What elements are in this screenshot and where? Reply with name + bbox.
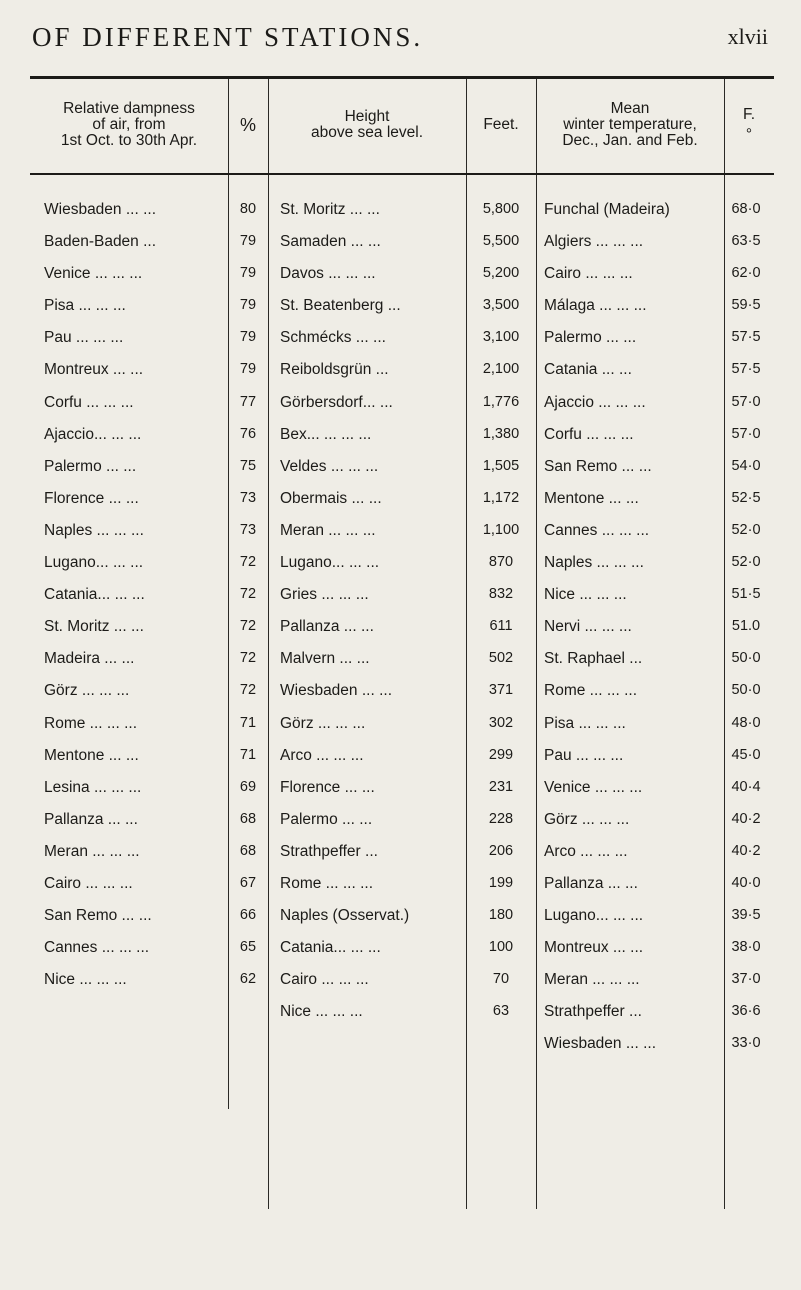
temperature-value: 40·0 bbox=[731, 874, 761, 891]
temperature-place: Pisa ... ... ... bbox=[544, 714, 626, 732]
temperature-place: San Remo ... ... bbox=[544, 457, 652, 475]
height-feet: 206 bbox=[488, 842, 514, 859]
dampness-percent: 71 bbox=[239, 746, 257, 763]
height-feet: 231 bbox=[488, 778, 514, 795]
temperature-value: 48·0 bbox=[731, 714, 761, 731]
table-row bbox=[30, 490, 774, 522]
dampness-percent: 68 bbox=[239, 842, 257, 859]
temperature-place: Corfu ... ... ... bbox=[544, 425, 634, 443]
temperature-place: Málaga ... ... ... bbox=[544, 297, 647, 315]
height-place: Samaden ... ... bbox=[280, 233, 381, 251]
temperature-place: Catania ... ... bbox=[544, 361, 632, 379]
height-place: Davos ... ... ... bbox=[280, 265, 376, 283]
dampness-place: Cannes ... ... ... bbox=[44, 939, 150, 957]
dampness-place: Görz ... ... ... bbox=[44, 682, 130, 700]
temperature-place: Naples ... ... ... bbox=[544, 554, 644, 572]
table-row bbox=[30, 747, 774, 779]
dampness-percent: 66 bbox=[239, 907, 257, 924]
table-row bbox=[30, 650, 774, 682]
table-row bbox=[30, 1003, 774, 1035]
height-feet: 3,100 bbox=[482, 329, 520, 346]
temperature-place: Pallanza ... ... bbox=[544, 874, 638, 892]
temperature-value: 38·0 bbox=[731, 939, 761, 956]
table-row bbox=[30, 779, 774, 811]
temperature-value: 62·0 bbox=[731, 265, 761, 282]
dampness-place: Catania... ... ... bbox=[44, 586, 145, 604]
height-place: Görbersdorf... ... bbox=[280, 393, 393, 411]
height-place: Nice ... ... ... bbox=[280, 1003, 363, 1021]
temperature-value: 59·5 bbox=[731, 297, 761, 314]
page-number: xlvii bbox=[727, 24, 768, 49]
temperature-place: St. Raphael ... bbox=[544, 650, 643, 668]
table-row bbox=[30, 329, 774, 361]
running-head bbox=[32, 16, 768, 56]
dampness-percent: 72 bbox=[239, 554, 257, 571]
dampness-percent: 72 bbox=[239, 618, 257, 635]
height-place: Bex... ... ... ... bbox=[280, 425, 372, 443]
temperature-value: 40·2 bbox=[731, 842, 761, 859]
dampness-percent: 65 bbox=[239, 939, 257, 956]
table-row bbox=[30, 458, 774, 490]
height-feet: 5,200 bbox=[482, 265, 520, 282]
dampness-place: Wiesbaden ... ... bbox=[44, 201, 156, 218]
temperature-place: Rome ... ... ... bbox=[544, 682, 638, 700]
page-title: OF DIFFERENT STATIONS. bbox=[32, 22, 424, 52]
temperature-place: Ajaccio ... ... ... bbox=[544, 393, 646, 411]
table-row bbox=[30, 201, 774, 233]
table-row bbox=[30, 811, 774, 843]
table-row bbox=[30, 843, 774, 875]
height-feet: 3,500 bbox=[482, 297, 520, 314]
dampness-place: Pisa ... ... ... bbox=[44, 297, 126, 315]
temperature-value: 45·0 bbox=[731, 746, 761, 763]
temperature-value: 40·4 bbox=[731, 778, 761, 795]
height-place: Florence ... ... bbox=[280, 778, 375, 796]
height-place: Wiesbaden ... ... bbox=[280, 682, 392, 700]
dampness-percent: 72 bbox=[239, 682, 257, 699]
height-feet: 5,500 bbox=[482, 233, 520, 250]
temperature-place: Pau ... ... ... bbox=[544, 746, 624, 764]
height-place: Naples (Osservat.) bbox=[280, 907, 410, 925]
dampness-place: Montreux ... ... bbox=[44, 361, 144, 379]
height-feet: 611 bbox=[489, 618, 513, 635]
dampness-percent: 77 bbox=[239, 393, 257, 410]
dampness-place: Florence ... ... bbox=[44, 489, 139, 507]
temperature-place: Wiesbaden ... ... bbox=[544, 1035, 656, 1053]
temperature-value: 36·6 bbox=[731, 1003, 761, 1020]
dampness-place: Mentone ... ... bbox=[44, 746, 139, 764]
temperature-place: Algiers ... ... ... bbox=[544, 233, 644, 251]
temperature-value: 52·0 bbox=[731, 554, 761, 571]
dampness-place: Venice ... ... ... bbox=[44, 265, 143, 283]
height-place: Pallanza ... ... bbox=[280, 618, 374, 636]
temperature-value: 33·0 bbox=[731, 1035, 761, 1052]
temperature-value: 50·0 bbox=[731, 682, 761, 699]
height-place: Palermo ... ... bbox=[280, 810, 373, 828]
header-height: Height above sea level. bbox=[310, 108, 424, 141]
dampness-place: Pallanza ... ... bbox=[44, 810, 138, 828]
dampness-percent: 71 bbox=[239, 714, 257, 731]
temperature-value: 50·0 bbox=[731, 650, 761, 667]
dampness-percent: 69 bbox=[239, 778, 257, 795]
temperature-value: 57·0 bbox=[731, 425, 761, 442]
temperature-place: Nice ... ... ... bbox=[544, 586, 627, 604]
dampness-place: Nice ... ... ... bbox=[44, 971, 127, 989]
temperature-value: 68·0 bbox=[731, 201, 761, 217]
dampness-place: San Remo ... ... bbox=[44, 907, 152, 925]
height-place: St. Beatenberg ... bbox=[280, 297, 401, 315]
height-place: Arco ... ... ... bbox=[280, 746, 364, 764]
height-feet: 371 bbox=[488, 682, 514, 699]
dampness-percent: 75 bbox=[239, 457, 257, 474]
height-feet: 1,505 bbox=[482, 457, 520, 474]
temperature-value: 54·0 bbox=[731, 457, 761, 474]
height-place: Reiboldsgrün ... bbox=[280, 361, 389, 379]
height-place: Rome ... ... ... bbox=[280, 874, 374, 892]
dampness-place: Meran ... ... ... bbox=[44, 842, 140, 860]
temperature-place: Cairo ... ... ... bbox=[544, 265, 633, 283]
height-place: Obermais ... ... bbox=[280, 489, 382, 507]
table-row bbox=[30, 907, 774, 939]
temperature-place: Cannes ... ... ... bbox=[544, 521, 650, 539]
header-rule bbox=[30, 173, 774, 175]
dampness-percent: 79 bbox=[239, 297, 257, 314]
height-feet: 299 bbox=[488, 746, 514, 763]
table-row bbox=[30, 586, 774, 618]
dampness-percent: 73 bbox=[239, 521, 257, 538]
dampness-place: Pau ... ... ... bbox=[44, 329, 124, 347]
temperature-value: 40·2 bbox=[731, 810, 761, 827]
height-feet: 1,380 bbox=[482, 425, 520, 442]
height-feet: 870 bbox=[488, 554, 514, 571]
dampness-place: Lesina ... ... ... bbox=[44, 778, 142, 796]
table-row bbox=[30, 682, 774, 714]
dampness-place: Lugano... ... ... bbox=[44, 554, 144, 572]
height-feet: 1,776 bbox=[482, 393, 520, 410]
dampness-place: St. Moritz ... ... bbox=[44, 618, 144, 636]
temperature-value: 52·0 bbox=[731, 521, 761, 538]
temperature-value: 37·0 bbox=[731, 971, 761, 988]
table-row bbox=[30, 426, 774, 458]
dampness-percent: 79 bbox=[239, 233, 257, 250]
height-feet: 502 bbox=[488, 650, 514, 667]
height-place: Schmécks ... ... bbox=[280, 329, 386, 347]
temperature-value: 39·5 bbox=[731, 907, 761, 924]
stations-table bbox=[30, 79, 774, 1209]
table-row bbox=[30, 554, 774, 586]
height-place: Lugano... ... ... bbox=[280, 554, 380, 572]
height-place: Catania... ... ... bbox=[280, 939, 381, 957]
dampness-percent: 67 bbox=[239, 874, 257, 891]
dampness-percent: 72 bbox=[239, 586, 257, 603]
dampness-percent: 79 bbox=[239, 265, 257, 282]
temperature-place: Nervi ... ... ... bbox=[544, 618, 632, 636]
header-dampness: Relative dampness of air, from 1st Oct. to 30th Apr. bbox=[60, 100, 198, 149]
dampness-place: Rome ... ... ... bbox=[44, 714, 138, 732]
temperature-value: 51·5 bbox=[731, 586, 761, 603]
height-place: Strathpeffer ... bbox=[280, 842, 378, 860]
table-row bbox=[30, 522, 774, 554]
height-feet: 302 bbox=[488, 714, 514, 731]
dampness-percent: 80 bbox=[239, 201, 257, 217]
table-row bbox=[30, 618, 774, 650]
dampness-place: Naples ... ... ... bbox=[44, 521, 144, 539]
height-feet: 63 bbox=[492, 1003, 510, 1020]
height-feet: 70 bbox=[492, 971, 510, 988]
temperature-place: Palermo ... ... bbox=[544, 329, 637, 347]
temperature-place: Lugano... ... ... bbox=[544, 907, 644, 925]
dampness-place: Corfu ... ... ... bbox=[44, 393, 134, 411]
height-feet: 100 bbox=[488, 939, 514, 956]
height-feet: 1,100 bbox=[482, 521, 520, 538]
header-feet: Feet. bbox=[483, 116, 519, 133]
table-row bbox=[30, 971, 774, 1003]
temperature-value: 52·5 bbox=[731, 489, 761, 506]
table-row bbox=[30, 233, 774, 265]
height-feet: 832 bbox=[488, 586, 514, 603]
temperature-value: 57·5 bbox=[731, 361, 761, 378]
temperature-place: Görz ... ... ... bbox=[544, 810, 630, 828]
height-place: Görz ... ... ... bbox=[280, 714, 366, 732]
dampness-place: Cairo ... ... ... bbox=[44, 874, 133, 892]
dampness-percent: 79 bbox=[239, 361, 257, 378]
height-place: Veldes ... ... ... bbox=[280, 457, 379, 475]
table-row bbox=[30, 394, 774, 426]
height-place: Meran ... ... ... bbox=[280, 521, 376, 539]
height-feet: 5,800 bbox=[482, 201, 520, 217]
table-row bbox=[30, 1035, 774, 1067]
temperature-place: Mentone ... ... bbox=[544, 489, 639, 507]
temperature-value: 57·0 bbox=[731, 393, 761, 410]
temperature-place: Meran ... ... ... bbox=[544, 971, 640, 989]
height-place: Malvern ... ... bbox=[280, 650, 370, 668]
height-feet: 1,172 bbox=[482, 489, 520, 506]
temperature-value: 57·5 bbox=[731, 329, 761, 346]
height-feet: 2,100 bbox=[482, 361, 520, 378]
table-row bbox=[30, 265, 774, 297]
dampness-percent: 76 bbox=[239, 425, 257, 442]
table-row bbox=[30, 939, 774, 971]
header-fahrenheit: F. ° bbox=[742, 106, 756, 143]
table-body bbox=[30, 201, 774, 1068]
temperature-place: Funchal (Madeira) bbox=[544, 201, 670, 218]
table-row bbox=[30, 715, 774, 747]
dampness-percent: 68 bbox=[239, 810, 257, 827]
table-row bbox=[30, 361, 774, 393]
temperature-place: Montreux ... ... bbox=[544, 939, 644, 957]
dampness-percent: 62 bbox=[239, 971, 257, 988]
temperature-value: 63·5 bbox=[731, 233, 761, 250]
dampness-place: Madeira ... ... bbox=[44, 650, 135, 668]
height-place: St. Moritz ... ... bbox=[280, 201, 380, 218]
height-place: Cairo ... ... ... bbox=[280, 971, 369, 989]
dampness-place: Baden-Baden ... bbox=[44, 233, 157, 251]
height-feet: 199 bbox=[488, 874, 514, 891]
header-percent: % bbox=[239, 115, 256, 135]
height-place: Gries ... ... ... bbox=[280, 586, 369, 604]
temperature-place: Venice ... ... ... bbox=[544, 778, 643, 796]
temperature-place: Strathpeffer ... bbox=[544, 1003, 642, 1021]
temperature-place: Arco ... ... ... bbox=[544, 842, 628, 860]
height-feet: 228 bbox=[488, 810, 514, 827]
temperature-value: 51.0 bbox=[731, 618, 761, 635]
dampness-percent: 79 bbox=[239, 329, 257, 346]
table-row bbox=[30, 875, 774, 907]
dampness-place: Palermo ... ... bbox=[44, 457, 137, 475]
height-feet: 180 bbox=[488, 907, 514, 924]
dampness-percent: 73 bbox=[239, 489, 257, 506]
dampness-place: Ajaccio... ... ... bbox=[44, 425, 142, 443]
table-row bbox=[30, 297, 774, 329]
header-winter-temperature: Mean winter temperature, Dec., Jan. and Feb. bbox=[562, 100, 698, 149]
dampness-percent: 72 bbox=[239, 650, 257, 667]
